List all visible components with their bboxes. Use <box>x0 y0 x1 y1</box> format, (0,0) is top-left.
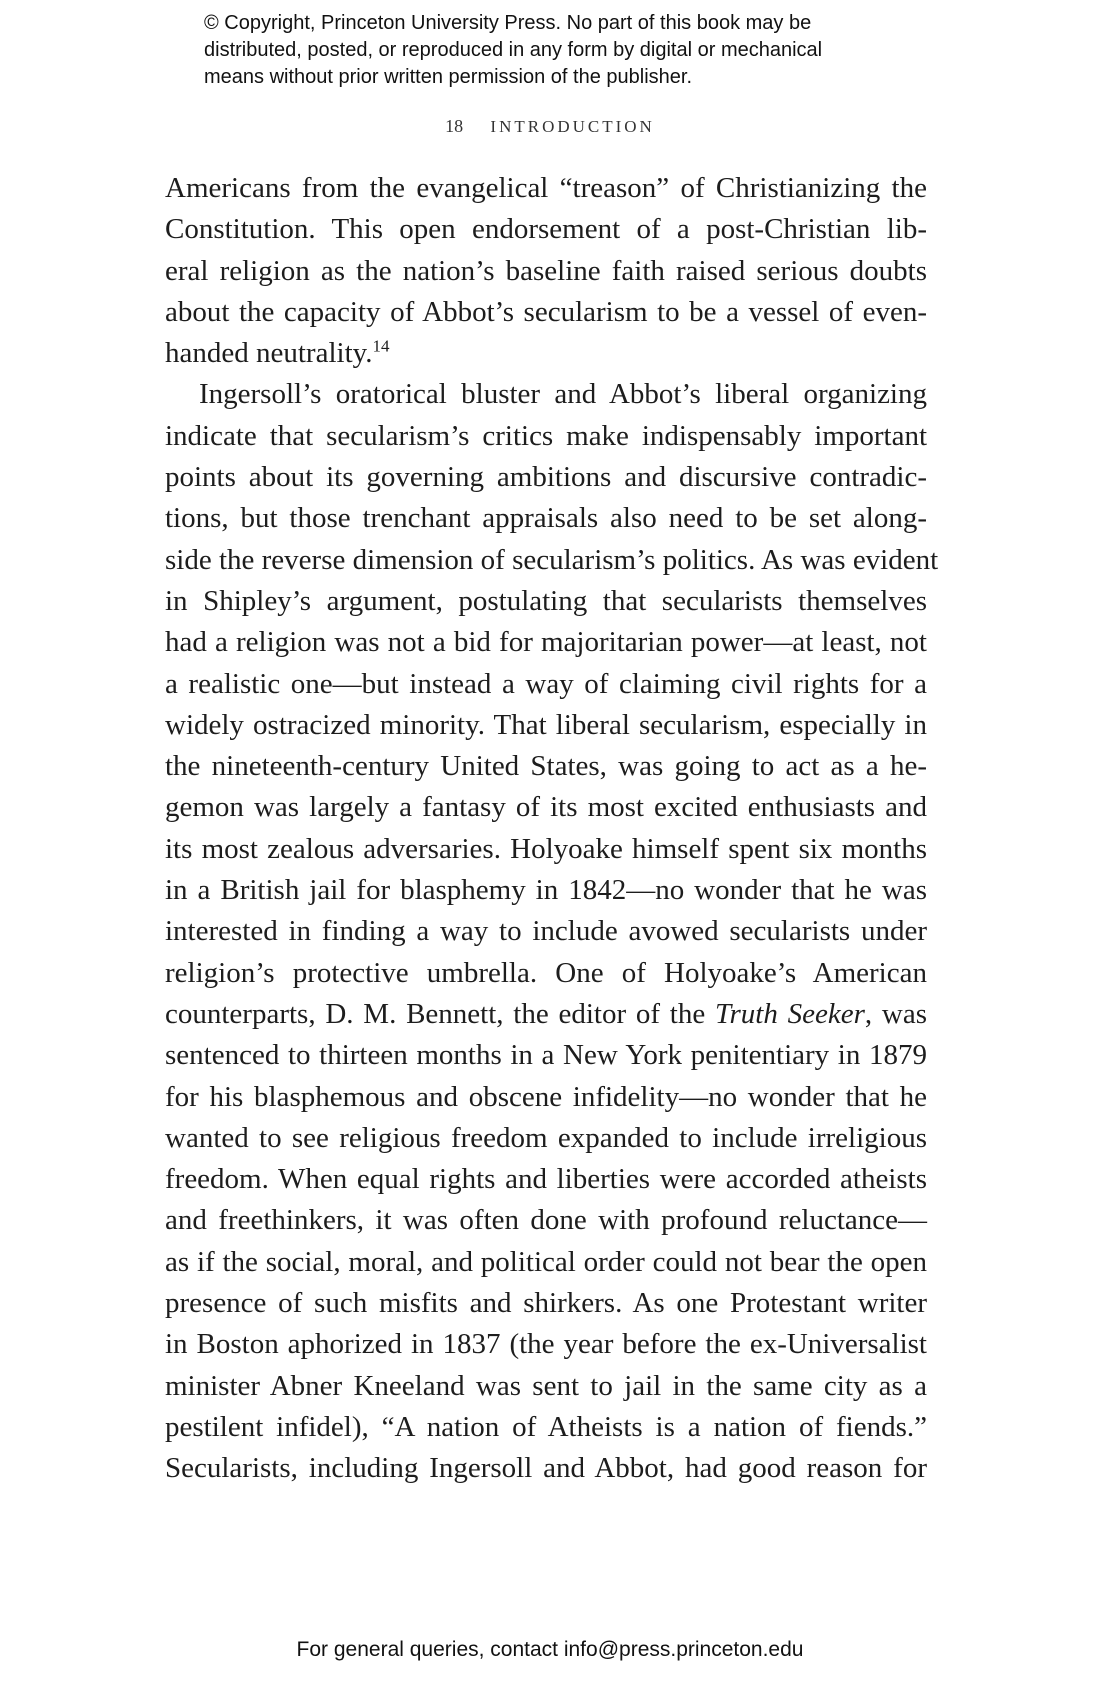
text-fragment: handed neutrality. <box>165 337 373 370</box>
text-line: side the reverse dimension of secularism’s politics. As was evident <box>165 543 939 576</box>
text-line: gemon was largely a fantasy of its most excited enthusiasts and <box>165 791 927 824</box>
text-line: pestilent infidel), “A nation of Atheists is a nation of fiends.” <box>165 1410 927 1443</box>
text-line <box>165 994 927 1035</box>
text-line: Americans from the evangelical “treason” of Christianizing the <box>165 172 927 204</box>
text-line: in Boston aphorized in 1837 (the year before the ex-Universalist <box>165 1328 927 1361</box>
text-line: Ingersoll’s oratorical bluster and Abbot’s liberal organizing <box>199 378 927 411</box>
footnote-reference: 14 <box>372 336 390 356</box>
page-number: 18 <box>445 116 464 136</box>
text-line: eral religion as the nation’s baseline faith raised serious doubts <box>165 254 927 287</box>
text-fragment: counterparts, D. M. Bennett, the editor of the <box>165 997 715 1030</box>
body-text <box>165 168 939 1490</box>
text-line: the nineteenth-century United States, was going to act as a he- <box>165 750 927 783</box>
text-line: Secularists, including Ingersoll and Abbot, had good reason for <box>165 1452 927 1485</box>
periodical-title: Truth Seeker <box>714 997 865 1030</box>
text-line: had a religion was not a bid for majoritarian power—at least, not <box>165 626 927 659</box>
text-fragment: , was <box>864 997 927 1030</box>
text-line: in Shipley’s argument, postulating that secularists themselves <box>165 584 927 617</box>
text-line: minister Abner Kneeland was sent to jail in the same city as a <box>165 1369 927 1402</box>
text-line: freedom. When equal rights and liberties were accorded atheists <box>165 1163 927 1196</box>
text-line: wanted to see religious freedom expanded to include irreligious <box>165 1121 927 1154</box>
text-line: in a British jail for blasphemy in 1842—no wonder that he was <box>165 874 927 907</box>
text-line: a realistic one—but instead a way of claiming civil rights for a <box>165 667 927 700</box>
chapter-title: INTRODUCTION <box>490 117 655 136</box>
text-line: indicate that secularism’s critics make indispensably important <box>165 419 927 452</box>
text-line: Constitution. This open endorsement of a post-Christian lib- <box>165 213 927 246</box>
footer-contact: For general queries, contact info@press.princeton.edu <box>296 1638 804 1661</box>
copyright-line: distributed, posted, or reproduced in any form by digital or mechanical <box>204 39 823 61</box>
text-line: about the capacity of Abbot’s secularism to be a vessel of even- <box>165 295 927 328</box>
text-line <box>165 333 927 374</box>
text-line: presence of such misfits and shirkers. As one Protestant writer <box>165 1287 927 1320</box>
text-line: widely ostracized minority. That liberal secularism, especially in <box>165 708 927 741</box>
copyright-line: © Copyright, Princeton University Press. No part of this book may be <box>204 12 812 34</box>
copyright-notice <box>204 10 964 91</box>
text-line: and freethinkers, it was often done with profound reluctance— <box>165 1204 927 1237</box>
text-line: for his blasphemous and obscene infidelity—no wonder that he <box>165 1080 927 1113</box>
text-line: religion’s protective umbrella. One of Holyoake’s American <box>165 956 927 989</box>
text-line: tions, but those trenchant appraisals also need to be set along- <box>165 502 927 535</box>
running-head <box>0 116 1100 137</box>
text-line: its most zealous adversaries. Holyoake himself spent six months <box>165 832 927 865</box>
text-line: as if the social, moral, and political order could not bear the open <box>165 1245 927 1278</box>
copyright-line: means without prior written permission of the publisher. <box>204 66 693 88</box>
text-line: interested in finding a way to include avowed secularists under <box>165 915 927 948</box>
text-line: points about its governing ambitions and discursive contradic- <box>165 461 927 494</box>
text-line: sentenced to thirteen months in a New York penitentiary in 1879 <box>165 1039 927 1072</box>
